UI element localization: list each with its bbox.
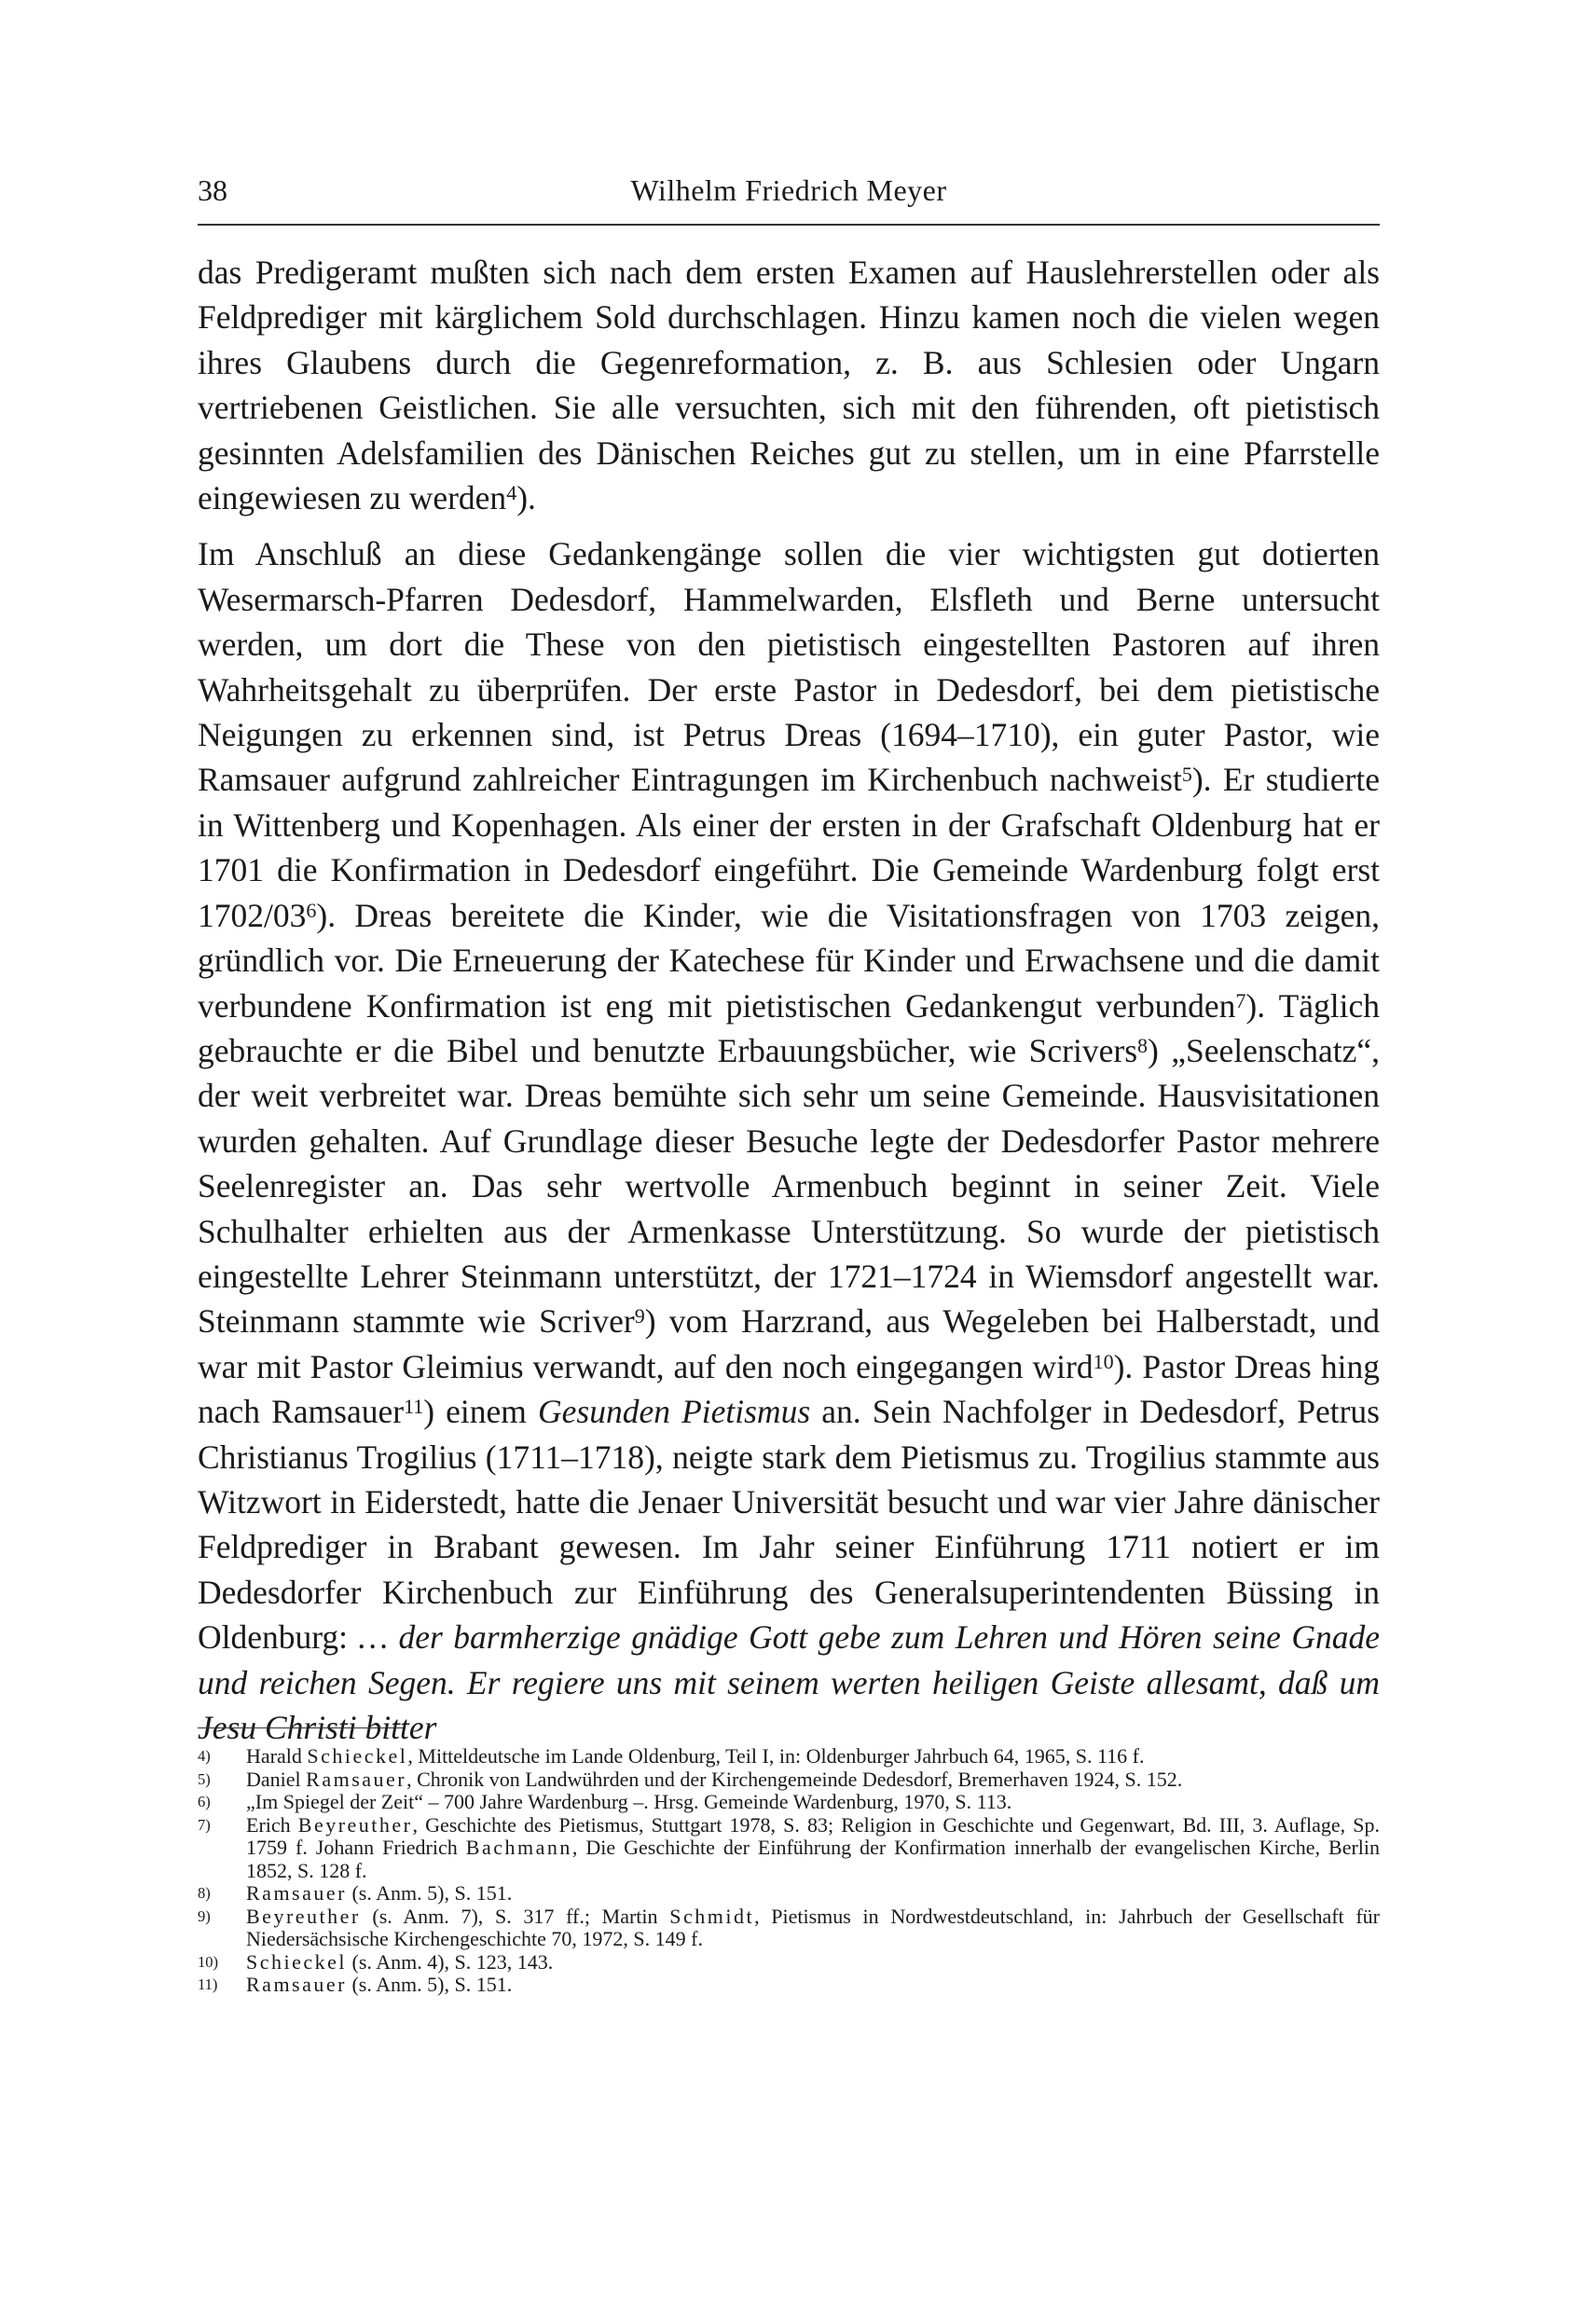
footnote-5: [198, 1768, 1380, 1792]
text-run: ) einem: [423, 1393, 539, 1431]
footnote-mark: 7): [198, 1815, 211, 1834]
footnote-ref: 7: [1235, 988, 1246, 1012]
footnote-ref: 11: [404, 1395, 424, 1419]
text-run: (s. Anm. 5), S. 151.: [346, 1881, 513, 1905]
text-run: ). Er studierte in Wittenberg und Kopenhagen. Als einer der ersten in der Grafschaft Oldenburg hat er 1701 die Konfirmation in Dedesdorf eingeführt. Die Gemeinde Wardenburg folgt erst 1702/03: [198, 761, 1380, 934]
text-run: ). Pastor Dreas hing nach Ramsauer: [198, 1347, 1380, 1431]
footnote-ref: 8: [1137, 1034, 1149, 1058]
header-rule: [198, 224, 1380, 226]
footnote-11: [198, 1974, 1380, 1997]
text-run: , Pietismus in Nordwestdeutschland, in: Jahrbuch der Gesellschaft für Niedersächsische Kirchengeschichte 70, 1972, S. 149 f.: [246, 1904, 1381, 1950]
text-run: Daniel: [246, 1767, 307, 1791]
footnote-text: [246, 1882, 1380, 1906]
author-name: Ramsauer: [306, 1767, 407, 1791]
text-run: Im Anschluß an diese Gedankengänge sollen die vier wichtigsten gut dotierten Wesermarsch-Pfarren Dedesdorf, Hammelwarden, Elsfleth und Berne untersucht werden, um dort die These von den pietistisch eingestellten Pastoren auf ihren Wahrheitsgehalt zu überprüfen. Der erste Pastor in Dedesdorf, bei dem pietistische Neigungen zu erkennen sind, ist Petrus Dreas (1694–1710), ein guter Pastor, wie Ramsauer aufgrund zahlreicher Eintragungen im Kirchenbuch nachweist: [198, 535, 1380, 799]
footnote-text: [246, 1814, 1380, 1883]
footnote-4: [198, 1745, 1380, 1768]
running-head: Wilhelm Friedrich Meyer: [630, 173, 947, 207]
text-run: ). Dreas bereitete die Kinder, wie die Visitationsfragen von 1703 zeigen, gründlich vor. Die Erneuerung der Katechese für Kinder und Erwachsene und die damit verbundene Konfirmation ist eng mit pietistischen Gedankengut verbunden: [198, 896, 1380, 1025]
text-run: ). Täglich gebrauchte er die Bibel und benutzte Erbauungsbücher, wie Scrivers: [198, 986, 1380, 1069]
text-run: ).: [516, 479, 536, 517]
footnote-mark: 6): [198, 1793, 211, 1810]
author-name: Schieckel: [307, 1744, 408, 1768]
footnotes: [198, 1745, 1380, 1997]
footnote-mark: 5): [198, 1769, 211, 1788]
footnote-ref: 4: [506, 481, 517, 505]
footnote-8: [198, 1882, 1380, 1906]
text-run: (s. Anm. 7), S. 317 ff.; Martin: [360, 1904, 670, 1928]
italic-quote: … der barmherzige gnädige Gott gebe zum Lehren und Hören seine Gnade und reichen Segen. Er regiere uns mit seinem werten heiligen Geiste allesamt, daß um Jesu Christi bitter: [198, 1618, 1380, 1746]
footnote-mark: 4): [198, 1747, 211, 1765]
footnote-mark: 10): [198, 1952, 218, 1971]
text-run: , Chronik von Landwührden und der Kirchengemeinde Dedesdorf, Bremerhaven 1924, S. 152.: [406, 1767, 1183, 1791]
page-number: 38: [198, 173, 227, 207]
author-name: Beyreuther: [297, 1812, 413, 1837]
text-run: , Die Geschichte der Einführung der Konfirmation innerhalb der evangelischen Kirche, Berlin 1852, S. 128 f.: [246, 1836, 1381, 1882]
footnote-ref: 10: [1093, 1349, 1114, 1373]
text-run: , Geschichte des Pietismus, Stuttgart 1978, S. 83; Religion in Geschichte und Gegenwart, Bd. III, 3. Auflage, Sp. 1759 f. Johann Friedrich: [246, 1812, 1380, 1859]
footnote-ref: 5: [1181, 763, 1192, 787]
footnote-text: [246, 1974, 1380, 1997]
footnote-6: [198, 1791, 1380, 1814]
footnote-text: [246, 1768, 1380, 1792]
footnote-rule: [198, 1727, 403, 1728]
text-run: ) vom Harzrand, aus Wegeleben bei Halberstadt, und war mit Pastor Gleimius verwandt, auf den noch eingegangen wird: [198, 1302, 1380, 1385]
footnote-text: [246, 1791, 1380, 1814]
footnote-text: [246, 1906, 1380, 1951]
footnote-mark: 9): [198, 1906, 211, 1925]
footnote-7: [198, 1814, 1380, 1883]
text-run: , Mitteldeutsche im Lande Oldenburg, Teil I, in: Oldenburger Jahrbuch 64, 1965, S. 116 f.: [407, 1744, 1145, 1768]
text-run: an. Sein Nachfolger in Dedesdorf, Petrus Christianus Trogilius (1711–1718), neigte stark dem Pietismus zu. Trogilius stammte aus Witzwort in Eiderstedt, hatte die Jenaer Universität besucht und war vier Jahre dänischer Feldprediger in Brabant gewesen. Im Jahr seiner Einführung 1711 notiert er im Dedesdorfer Kirchenbuch zur Einführung des Generalsuperintendenten Büssing in Oldenburg:: [198, 1393, 1380, 1657]
footnote-text: [246, 1745, 1380, 1768]
footnote-mark: 11): [198, 1975, 218, 1993]
text-run: ) „Seelenschatz“, der weit verbreitet war. Dreas bemühte sich sehr um seine Gemeinde. Hausvisitationen wurden gehalten. Auf Grundlage dieser Besuche legte der Dedesdorfer Pastor mehrere Seelenregister an. Das sehr wertvolle Armenbuch beginnt in seiner Zeit. Viele Schulhalter erhielten aus der Armenkasse Unterstützung. So wurde der pietistisch eingestellte Lehrer Steinmann unterstützt, der 1721–1724 in Wiemsdorf angestellt war. Steinmann stammte wie Scriver: [198, 1031, 1380, 1341]
text-run: (s. Anm. 4), S. 123, 143.: [347, 1949, 554, 1974]
text-run: „Im Spiegel der Zeit“ – 700 Jahre Wardenburg –. Hrsg. Gemeinde Wardenburg, 1970, S. 113.: [246, 1790, 1012, 1813]
paragraph-2: [198, 531, 1380, 1750]
author-name: Schmidt: [669, 1904, 755, 1928]
paragraph-1: [198, 250, 1380, 520]
italic-phrase: Gesunden Pietismus: [538, 1393, 811, 1431]
text-run: Harald: [246, 1744, 308, 1768]
footnote-9: [198, 1906, 1380, 1951]
main-text: [198, 250, 1380, 1750]
author-name: Ramsauer: [246, 1881, 347, 1905]
author-name: Schieckel: [246, 1949, 348, 1974]
footnote-text: [246, 1951, 1380, 1975]
author-name: Bachmann: [465, 1836, 572, 1859]
page-header: [198, 173, 1380, 218]
author-name: Ramsauer: [246, 1973, 347, 1996]
footnote-ref: 9: [634, 1304, 645, 1328]
footnote-mark: 8): [198, 1884, 211, 1902]
text-run: (s. Anm. 5), S. 151.: [346, 1973, 513, 1996]
footnote-10: [198, 1951, 1380, 1975]
footnote-ref: 6: [306, 898, 317, 922]
text-run: das Predigeramt mußten sich nach dem ersten Examen auf Hauslehrerstellen oder als Feldprediger mit kärglichem Sold durchschlagen. Hinzu kamen noch die vielen wegen ihres Glaubens durch die Gegenreformation, z. B. aus Schlesien oder Ungarn vertriebenen Geistlichen. Sie alle versuchten, sich mit den führenden, oft pietistisch gesinnten Adelsfamilien des Dänischen Reiches gut zu stellen, um in eine Pfarrstelle eingewiesen zu werden: [198, 254, 1380, 517]
text-run: Erich: [246, 1812, 298, 1837]
author-name: Beyreuther: [246, 1904, 361, 1928]
